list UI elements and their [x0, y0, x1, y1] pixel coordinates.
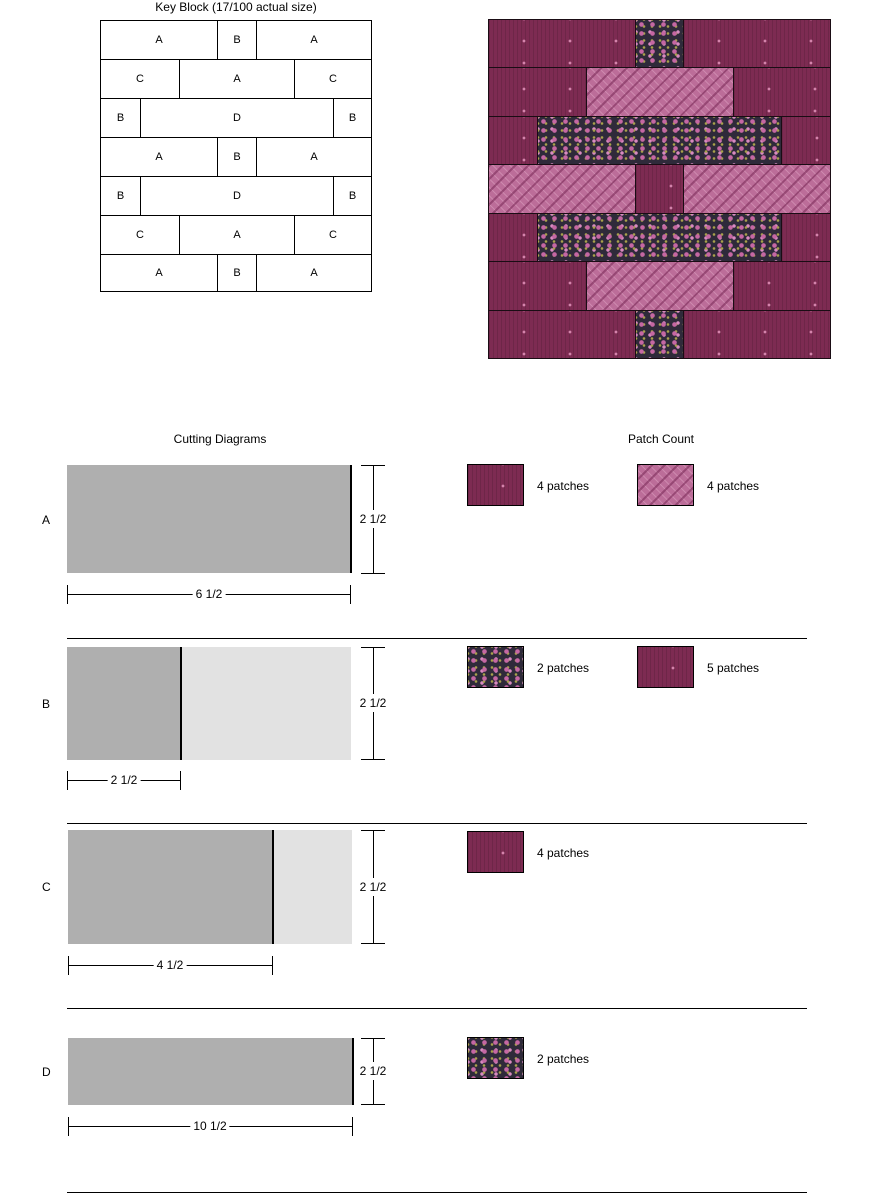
- waste-area: [181, 647, 351, 760]
- key-cell: A: [179, 215, 295, 255]
- width-dimension-label: 6 1/2: [193, 587, 226, 601]
- section-divider: [67, 1192, 807, 1193]
- quilt-patch: [635, 19, 684, 68]
- fabric-swatch-dark-plum: [467, 831, 524, 873]
- width-dimension-label: 2 1/2: [108, 773, 141, 787]
- height-dimension-label: 2 1/2: [359, 1064, 387, 1078]
- key-cell: A: [179, 59, 295, 99]
- section-divider: [67, 823, 807, 824]
- key-cell: B: [217, 20, 257, 60]
- key-cell: B: [333, 176, 372, 216]
- patch-count-label: 5 patches: [707, 661, 760, 675]
- quilt-patch: [488, 261, 587, 311]
- patch-count-label: 2 patches: [537, 661, 590, 675]
- key-block-diagram: [100, 20, 372, 292]
- quilt-patch: [733, 67, 831, 117]
- patch-count-label: 4 patches: [707, 479, 760, 493]
- piece-shape: [68, 830, 273, 944]
- quilt-patch: [586, 67, 734, 117]
- piece-shape: [68, 1038, 353, 1105]
- key-cell: C: [100, 215, 180, 255]
- key-cell: B: [217, 137, 257, 177]
- quilt-patch: [733, 261, 831, 311]
- quilt-patch: [635, 310, 684, 359]
- quilt-patch: [683, 310, 831, 359]
- key-cell: D: [140, 176, 334, 216]
- key-cell: B: [100, 98, 141, 138]
- key-cell: B: [333, 98, 372, 138]
- quilt-patch: [537, 116, 782, 165]
- cut-line: [180, 647, 182, 760]
- quilt-patch: [781, 116, 831, 165]
- key-cell: B: [217, 254, 257, 292]
- quilt-patch: [635, 164, 684, 214]
- quilt-patch: [488, 213, 538, 262]
- quilt-patch: [537, 213, 782, 262]
- waste-area: [273, 830, 352, 944]
- key-cell: A: [100, 137, 218, 177]
- fabric-swatch-pink-floral: [637, 464, 694, 506]
- quilt-patch: [586, 261, 734, 311]
- quilt-patch: [683, 164, 831, 214]
- width-dimension-label: 4 1/2: [154, 958, 187, 972]
- patch-count-label: 4 patches: [537, 846, 590, 860]
- quilt-patch: [683, 19, 831, 68]
- patch-count-label: 4 patches: [537, 479, 590, 493]
- piece-edge: [352, 1038, 354, 1105]
- key-cell: B: [100, 176, 141, 216]
- piece-letter: C: [42, 880, 51, 894]
- key-cell: C: [294, 215, 372, 255]
- quilt-patch: [488, 19, 636, 68]
- key-cell: A: [100, 254, 218, 292]
- key-cell: A: [256, 254, 372, 292]
- piece-letter: B: [42, 697, 51, 711]
- height-dimension-label: 2 1/2: [359, 696, 387, 710]
- height-dimension-label: 2 1/2: [359, 512, 387, 526]
- quilt-patch: [488, 164, 636, 214]
- quilt-patch: [488, 67, 587, 117]
- section-divider: [67, 638, 807, 639]
- piece-letter: A: [42, 513, 51, 527]
- key-cell: D: [140, 98, 334, 138]
- piece-edge: [350, 465, 352, 573]
- height-dimension-label: 2 1/2: [359, 880, 387, 894]
- piece-shape: [67, 465, 351, 573]
- piece-shape: [67, 647, 181, 760]
- key-cell: A: [256, 137, 372, 177]
- fabric-swatch-dark-plum: [467, 464, 524, 506]
- quilt-patch: [488, 116, 538, 165]
- fabric-swatch-navy-floral: [467, 1037, 524, 1079]
- quilt-patch: [781, 213, 831, 262]
- fabric-swatch-dark-plum: [637, 646, 694, 688]
- quilt-block-preview: [488, 19, 831, 359]
- key-cell: C: [100, 59, 180, 99]
- patch-count-label: 2 patches: [537, 1052, 590, 1066]
- key-cell: A: [256, 20, 372, 60]
- dim-tick: [361, 573, 385, 574]
- key-cell: C: [294, 59, 372, 99]
- key-cell: A: [100, 20, 218, 60]
- cut-line: [272, 830, 274, 944]
- section-divider: [67, 1008, 807, 1009]
- fabric-swatch-navy-floral: [467, 646, 524, 688]
- width-dimension-label: 10 1/2: [190, 1119, 229, 1133]
- piece-letter: D: [42, 1065, 51, 1079]
- quilt-patch: [488, 310, 636, 359]
